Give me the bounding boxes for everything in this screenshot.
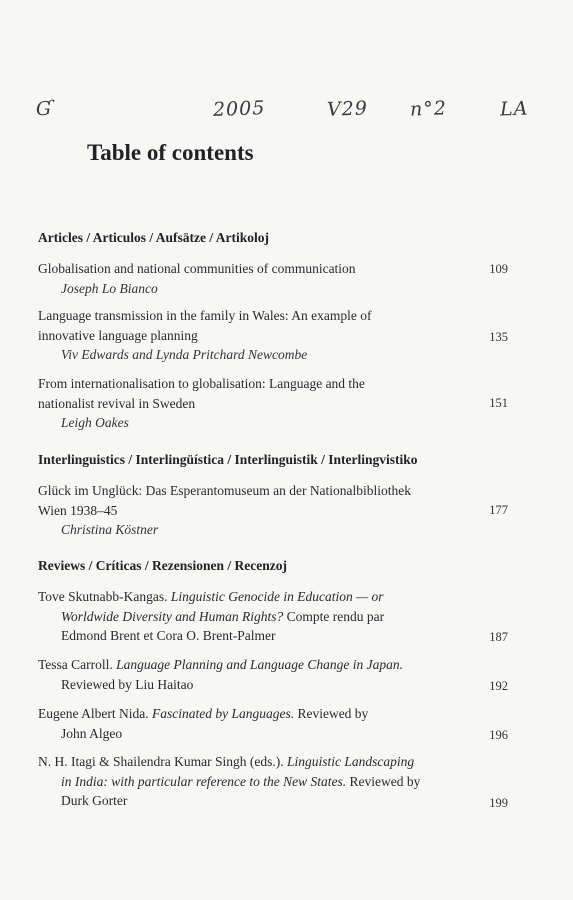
entry-title-cont: nationalist revival in Sweden (38, 395, 196, 411)
entry-page: 196 (489, 728, 508, 742)
review-book-author: N. H. Itagi & Shailendra Kumar Singh (eds.). (38, 754, 287, 769)
review-book-author: Tessa Carroll. (38, 657, 117, 672)
toc-entry[interactable] (38, 655, 508, 694)
section-heading-reviews: Reviews / Críticas / Rezensionen / Recenzoj (38, 558, 287, 573)
toc-entry[interactable] (38, 704, 508, 743)
review-book-title-cont: Worldwide Diversity and Human Rights? (61, 608, 284, 624)
entry-page: 151 (489, 396, 508, 410)
review-book-title: Fascinated by Languages. (151, 706, 295, 721)
entry-title: Glück im Unglück: Das Esperantomuseum an der Nationalbibliothek (38, 483, 412, 498)
toc-entry[interactable] (38, 374, 508, 433)
entry-author: Christina Köstner (61, 522, 159, 537)
review-book-title: Linguistic Genocide in Education — or (170, 589, 384, 604)
section-heading-interlinguistics: Interlinguistics / Interlingüística / Interlinguistik / Interlingvistiko (38, 452, 418, 467)
handwritten-note-volume: V29 (326, 97, 369, 121)
review-book-title: Linguistic Landscaping (286, 754, 415, 769)
review-note: Compte rendu par (283, 608, 385, 624)
section-heading-articles: Articles / Articulos / Aufsätze / Artikoloj (38, 230, 269, 245)
review-note: Reviewed by (294, 706, 369, 721)
entry-title: Language transmission in the family in Wales: An example of (38, 308, 372, 323)
entry-author: Viv Edwards and Lynda Pritchard Newcombe (61, 347, 308, 362)
toc-entry[interactable] (38, 752, 508, 811)
review-book-title: Language Planning and Language Change in Japan. (116, 657, 404, 672)
reviewer: Edmond Brent et Cora O. Brent-Palmer (61, 628, 276, 643)
entry-page: 192 (489, 679, 508, 693)
reviewer: John Algeo (61, 725, 123, 741)
entry-title-cont: Wien 1938–45 (38, 502, 118, 518)
handwritten-note-1: Ɠ (35, 97, 53, 121)
entry-author: Leigh Oakes (61, 415, 129, 430)
entry-page: 187 (489, 630, 508, 644)
handwritten-note-la: LA (499, 97, 529, 121)
handwritten-note-number: n°2 (409, 97, 448, 121)
page-title: Table of contents (87, 140, 254, 165)
entry-author: Joseph Lo Bianco (61, 280, 158, 296)
entry-page: 135 (489, 330, 508, 344)
entry-title-cont: innovative language planning (38, 327, 198, 343)
handwritten-note-year: 2005 (212, 97, 266, 121)
review-book-author: Tove Skutnabb-Kangas. (38, 589, 171, 604)
entry-title: Globalisation and national communities of communication (38, 261, 356, 276)
toc-entry[interactable] (38, 259, 508, 298)
toc-entry[interactable] (38, 587, 508, 646)
toc-entry[interactable] (38, 306, 508, 365)
toc-entry[interactable] (38, 481, 508, 540)
reviewer: Reviewed by Liu Haitao (61, 676, 194, 692)
entry-title: From internationalisation to globalisation: Language and the (38, 376, 365, 391)
review-book-author: Eugene Albert Nida. (38, 706, 152, 721)
entry-page: 109 (489, 262, 508, 276)
entry-page: 199 (489, 796, 508, 810)
review-note: Reviewed by (346, 773, 421, 789)
review-book-title-cont: in India: with particular reference to the New States. (61, 773, 347, 789)
reviewer: Durk Gorter (61, 793, 128, 808)
entry-page: 177 (489, 503, 508, 517)
